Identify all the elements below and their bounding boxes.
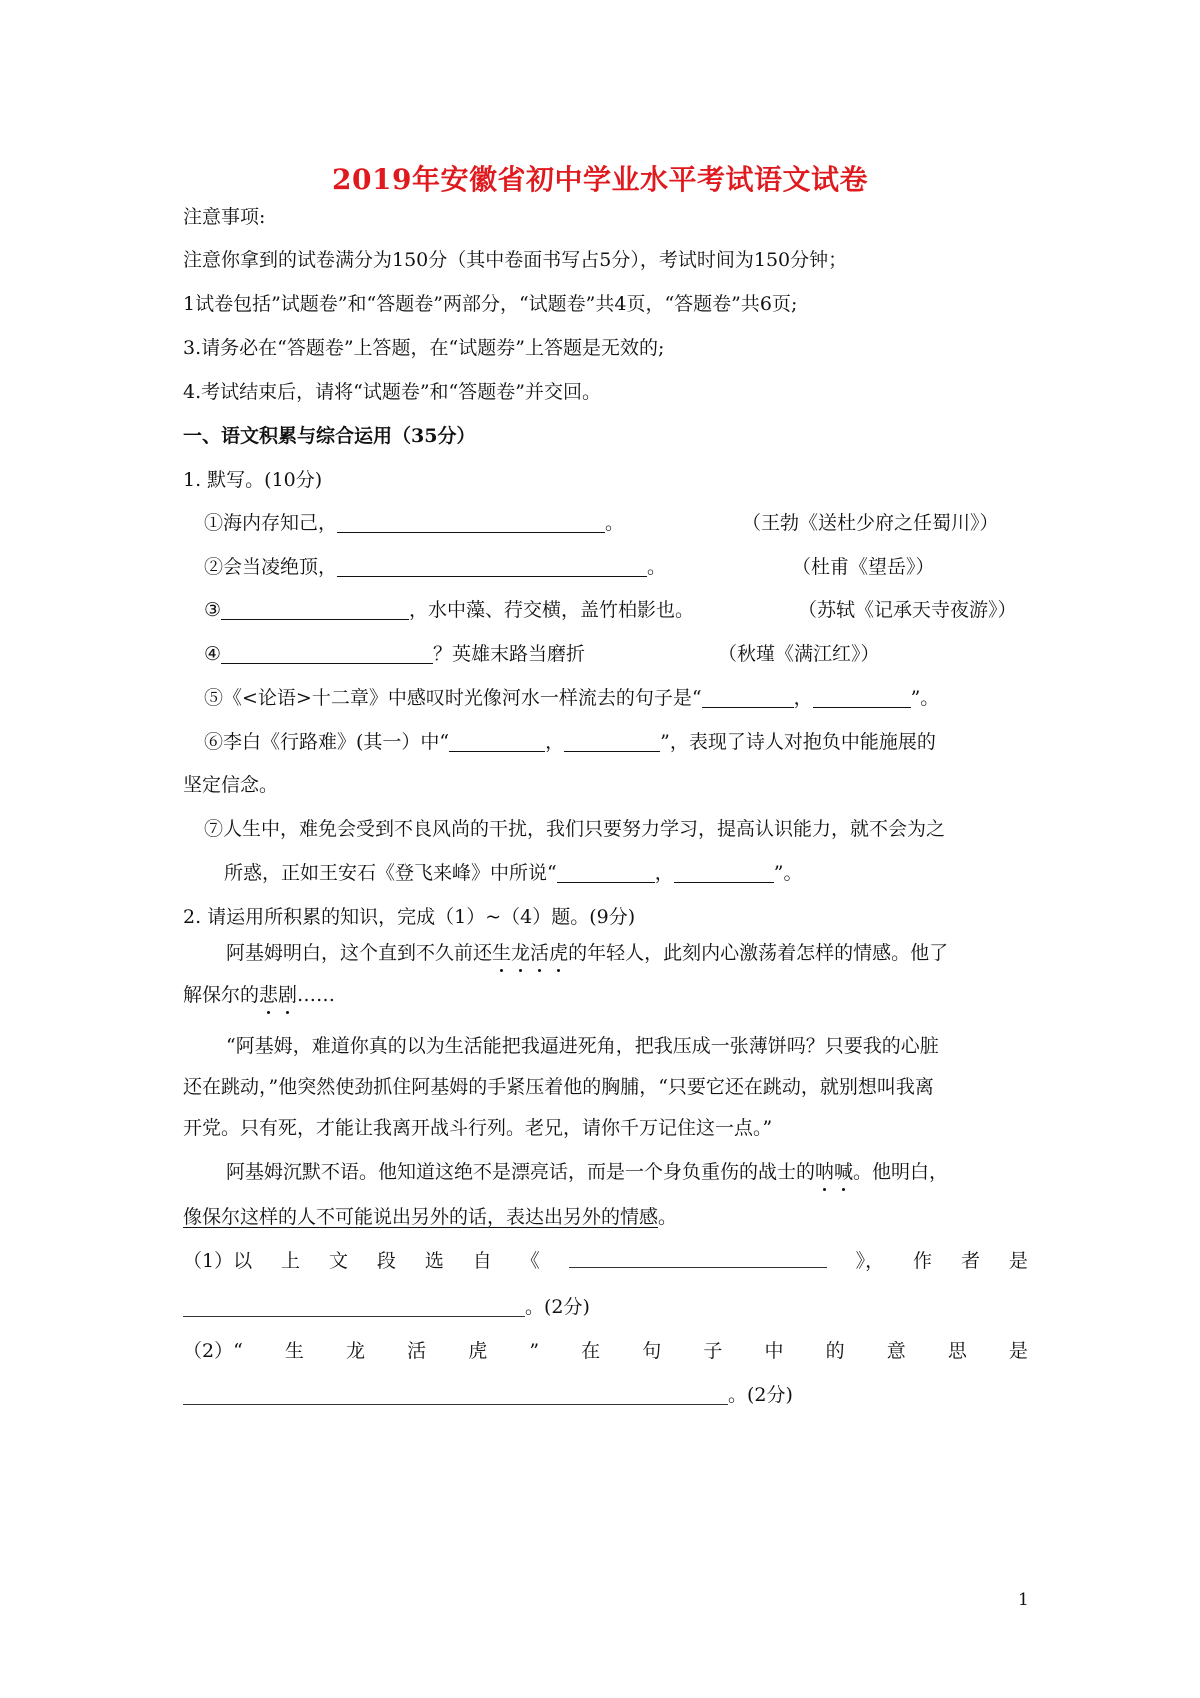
notes-heading: 注意事项: bbox=[183, 206, 266, 228]
underlined-sentence: 像保尔这样的人不可能说出另外的话，表达出另外的情感 bbox=[183, 1206, 659, 1228]
q2-sub-1: （1）以 上 文 段 选 自 《 》， 作 者 是 bbox=[183, 1247, 1028, 1275]
note-item: 4.考试结束后，请将“试题卷”和“答题卷”并交回。 bbox=[183, 381, 601, 403]
emphasis-dotted: 生龙活虎 bbox=[492, 942, 569, 964]
q1-item-1: ①海内存知己， 。 bbox=[204, 512, 625, 534]
answer-blank[interactable] bbox=[557, 862, 655, 883]
q1-item-6-cont: 坚定信念。 bbox=[183, 774, 279, 796]
answer-blank[interactable] bbox=[221, 599, 409, 620]
q1-item-4: ④ ？英雄末路当磨折 bbox=[204, 643, 586, 665]
emphasis-dotted: 悲剧 bbox=[259, 984, 298, 1006]
answer-blank[interactable] bbox=[564, 731, 660, 752]
passage-paragraph: 阿基姆明白，这个直到不久前还生龙活虎的年轻人，此刻内心激荡着怎样的情感。他了 bbox=[226, 942, 949, 964]
note-item: 3.请务必在“答题卷”上答题，在“试题券”上答题是无效的; bbox=[183, 337, 665, 359]
answer-blank[interactable] bbox=[337, 512, 605, 533]
q1-item-6: ⑥李白《行路难》(其一）中“ ， ”，表现了诗人对抱负中能施展的 bbox=[204, 731, 936, 753]
q1-item-3: ③ ，水中藻、荇交横，盖竹柏影也。 bbox=[204, 599, 695, 621]
section-heading: 一、语文积累与综合运用（35分） bbox=[183, 425, 476, 447]
note-item: 1试卷包括”试题卷”和“答题卷”两部分，“试题卷”共4页，“答题卷”共6页; bbox=[183, 293, 798, 315]
passage-paragraph-cont: 解保尔的悲剧…… bbox=[183, 984, 336, 1006]
passage-paragraph-cont: 还在跳动，”他突然使劲抓住阿基姆的手紧压着他的胸脯，“只要它还在跳动，就别想叫我离 bbox=[183, 1076, 934, 1098]
answer-blank[interactable] bbox=[569, 1247, 827, 1268]
q1-item-2: ②会当凌绝顶， 。 bbox=[204, 556, 667, 578]
q1-item-5: ⑤《<论语>十二章》中感叹时光像河水一样流去的句子是“ ， ”。 bbox=[204, 687, 940, 709]
q1-item-1-source: （王勃《送杜少府之任蜀川》） bbox=[742, 512, 999, 534]
q1-item-3-source: （苏轼《记承天寺夜游》） bbox=[798, 599, 1017, 621]
question-2-stem: 2. 请运用所积累的知识，完成（1）~（4）题。(9分) bbox=[183, 906, 636, 928]
note-item: 注意你拿到的试卷满分为150分（其中卷面书写占5分），考试时间为150分钟； bbox=[183, 249, 848, 271]
q1-item-7: ⑦人生中，难免会受到不良风尚的干扰，我们只要努力学习，提高认识能力，就不会为之 bbox=[204, 818, 946, 840]
q1-item-2-source: （杜甫《望岳》） bbox=[792, 556, 935, 578]
q2-sub-2-cont: 。(2分) bbox=[183, 1381, 793, 1409]
emphasis-dotted: 呐喊 bbox=[815, 1161, 854, 1183]
page-number: 1 bbox=[1018, 1590, 1029, 1610]
answer-blank[interactable] bbox=[449, 731, 545, 752]
answer-blank[interactable] bbox=[183, 1296, 525, 1317]
answer-blank[interactable] bbox=[337, 556, 647, 577]
page-title: 2019年安徽省初中学业水平考试语文试卷 bbox=[332, 163, 868, 196]
answer-blank[interactable] bbox=[813, 687, 911, 708]
passage-paragraph-cont: 像保尔这样的人不可能说出另外的话，表达出另外的情感。 bbox=[183, 1206, 678, 1228]
answer-blank[interactable] bbox=[674, 862, 774, 883]
answer-blank[interactable] bbox=[183, 1384, 728, 1405]
q2-sub-1-cont: 。(2分) bbox=[183, 1293, 590, 1321]
q1-item-7-cont: 所惑，正如王安石《登飞来峰》中所说“ ， ”。 bbox=[224, 862, 803, 884]
question-1-stem: 1. 默写。(10分) bbox=[183, 469, 323, 491]
passage-paragraph: 阿基姆沉默不语。他知道这绝不是漂亮话，而是一个身负重伤的战士的呐喊。他明白， bbox=[226, 1161, 949, 1183]
q2-sub-2: （2）“ 生 龙 活 虎 ” 在 句 子 中 的 意 思 是 bbox=[183, 1340, 1028, 1362]
passage-paragraph-cont: 开党。只有死，才能让我离开战斗行列。老兄，请你千万记住这一点。” bbox=[183, 1117, 773, 1139]
passage-paragraph: “阿基姆，难道你真的以为生活能把我逼进死角，把我压成一张薄饼吗？只要我的心脏 bbox=[226, 1035, 939, 1057]
q1-item-4-source: （秋瑾《满江红》） bbox=[718, 643, 880, 665]
answer-blank[interactable] bbox=[221, 643, 433, 664]
answer-blank[interactable] bbox=[702, 687, 794, 708]
